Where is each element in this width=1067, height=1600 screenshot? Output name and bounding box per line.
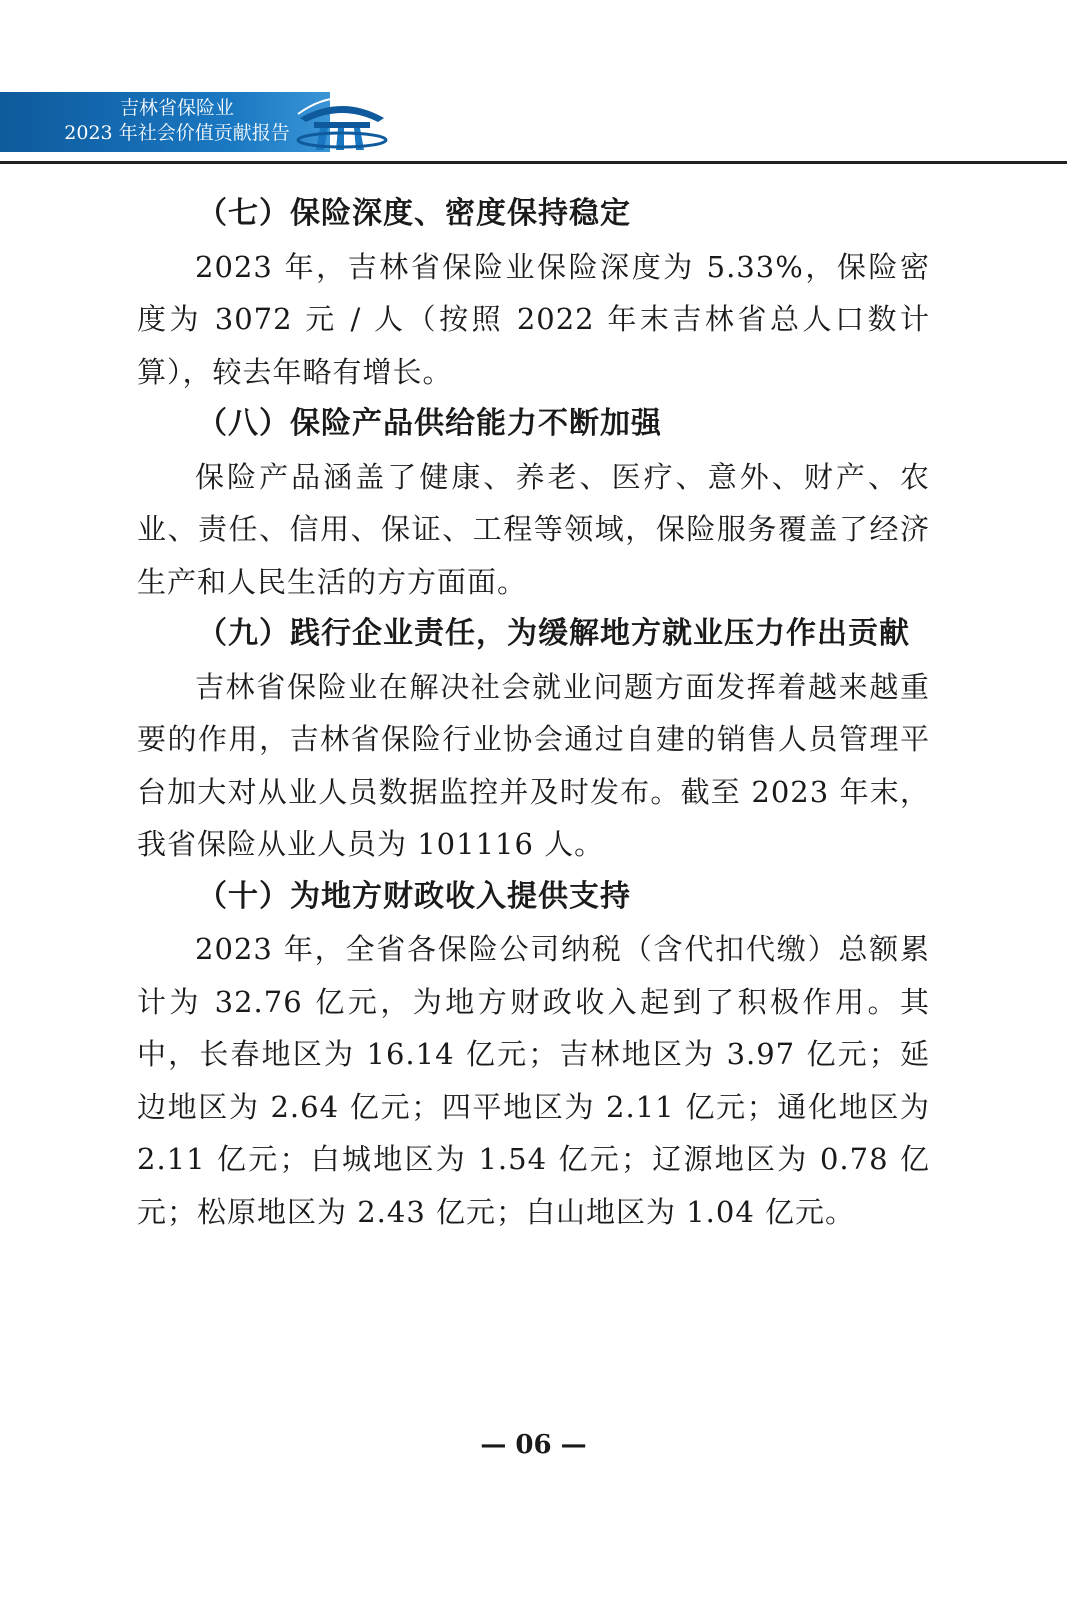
section-paragraph-9: 吉林省保险业在解决社会就业问题方面发挥着越来越重要的作用，吉林省保险行业协会通过自建的销售人员管理平台加大对从业人员数据监控并及时发布。截至 2023 年末，我省保险从业人员为 101116 人。 [137,669,930,861]
report-title [42,96,312,146]
section-paragraph-8: 保险产品涵盖了健康、养老、医疗、意外、财产、农业、责任、信用、保证、工程等领域，保险服务覆盖了经济生产和人民生活的方方面面。 [137,459,930,599]
page-number: — 06 — [480,1430,587,1460]
report-title-line1: 吉林省保险业 [119,97,234,119]
section-paragraph-7: 2023 年，吉林省保险业保险深度为 5.33%，保险密度为 3072 元 / 人（按照 2022 年末吉林省总人口数计算），较去年略有增长。 [137,249,930,389]
section-paragraph-10: 2023 年，全省各保险公司纳税（含代扣代缴）总额累计为 32.76 亿元，为地方财政收入起到了积极作用。其中，长春地区为 16.14 亿元；吉林地区为 3.97 亿元；延边地区为 2.64 亿元；四平地区为 2.11 亿元；通化地区为 2.11 亿元；白城地区为 1.54 亿元；辽源地区为 0.78 亿元；松原地区为 2.43 亿元；白山地区为 1.04 亿元。 [137,932,930,1229]
header-divider [0,161,1067,164]
section-heading-10: （十）为地方财政收入提供支持 [197,878,631,914]
section-heading-8: （八）保险产品供给能力不断加强 [197,406,662,441]
report-body [137,188,930,1238]
report-title-line2: 2023 年社会价值贡献报告 [64,122,290,144]
pavilion-logo-icon [296,84,388,156]
section-heading-9: （九）践行企业责任，为缓解地方就业压力作出贡献 [197,616,910,651]
section-heading-7: （七）保险深度、密度保持稳定 [197,196,631,231]
